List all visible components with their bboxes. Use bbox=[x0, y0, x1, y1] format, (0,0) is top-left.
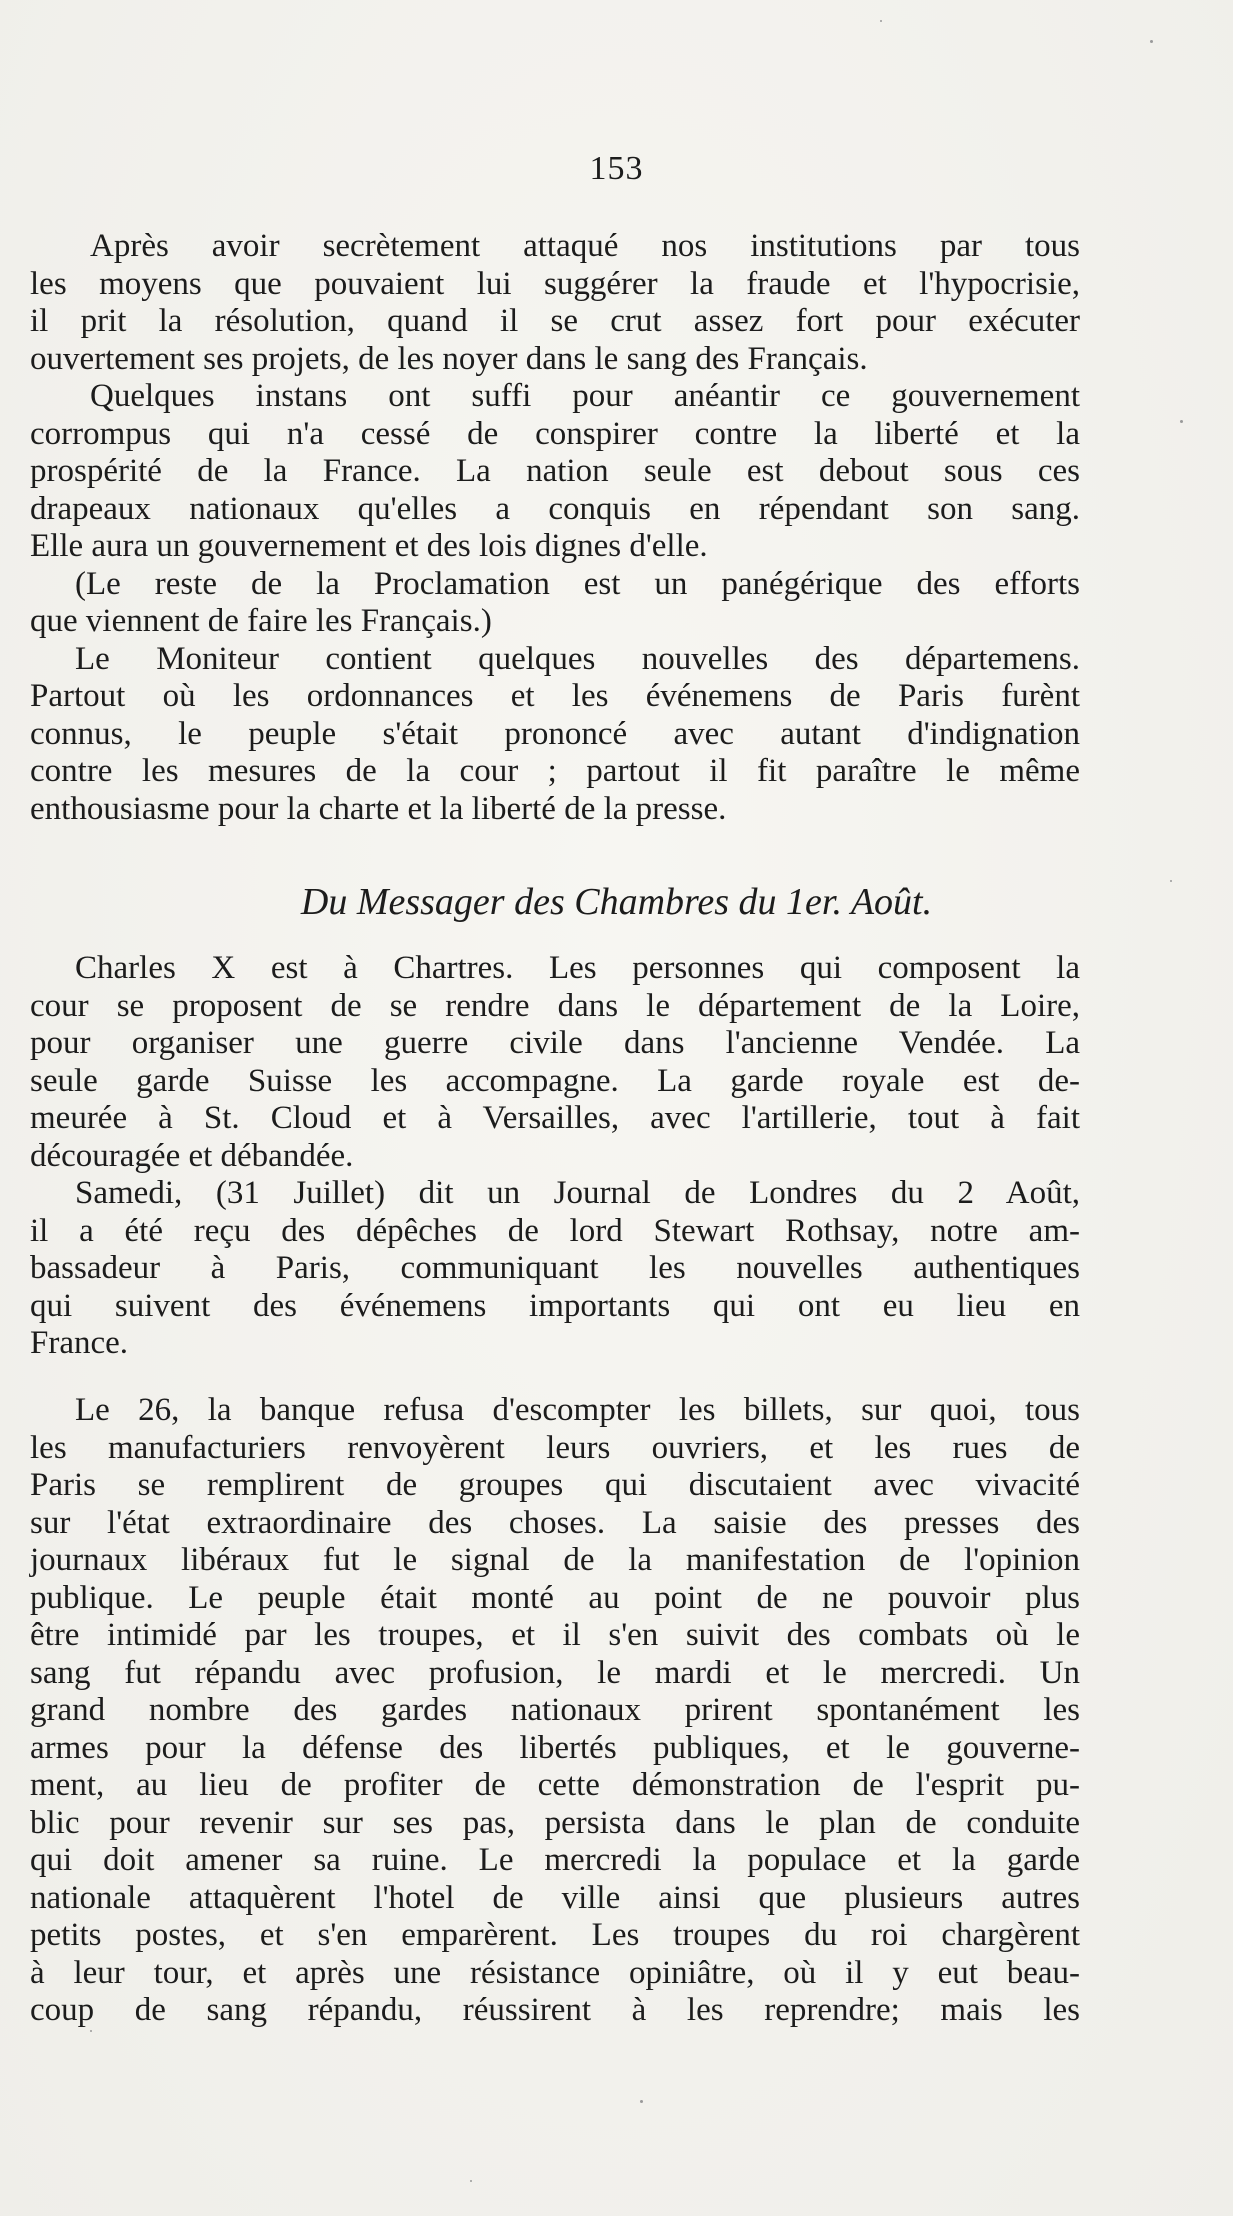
text-line: Après avoir secrètement attaqué nos institutions par tous bbox=[90, 228, 1080, 264]
text-line: les manufacturiers renvoyèrent leurs ouvriers, et les rues de bbox=[30, 1429, 1080, 1466]
text-line: qui doit amener sa ruine. Le mercredi la populace et la garde bbox=[30, 1842, 1080, 1878]
text-line: petits postes, et s'en emparèrent. Les troupes du roi chargèrent bbox=[30, 1917, 1080, 1953]
text-line: Quelques instans ont suffi pour anéantir ce gouvernement bbox=[90, 378, 1080, 414]
report-paragraph bbox=[30, 1392, 1080, 2030]
text-line: contre les mesures de la cour ; partout il fit paraître le même bbox=[30, 753, 1080, 789]
text-line: que viennent de faire les Français.) bbox=[30, 603, 492, 639]
text-line: les moyens que pouvaient lui suggérer la fraude et l'hypocrisie, bbox=[30, 265, 1080, 302]
page-number: 153 bbox=[589, 150, 644, 187]
proclamation-paragraphs bbox=[30, 228, 1080, 828]
text-line: armes pour la défense des libertés publiques, et le gouverne- bbox=[30, 1729, 1080, 1766]
text-line: à leur tour, et après une résistance opiniâtre, où il y eut beau- bbox=[30, 1954, 1080, 1991]
text-line: Paris se remplirent de groupes qui discutaient avec vivacité bbox=[30, 1467, 1080, 1503]
text-line: être intimidé par les troupes, et il s'en suivit des combats où le bbox=[30, 1617, 1080, 1653]
text-line: drapeaux nationaux qu'elles a conquis en répendant son sang. bbox=[30, 490, 1080, 527]
text-line: seule garde Suisse les accompagne. La garde royale est de- bbox=[30, 1062, 1080, 1099]
text-line: meurée à St. Cloud et à Versailles, avec l'artillerie, tout à fait bbox=[30, 1100, 1080, 1136]
messager-paragraphs bbox=[30, 950, 1080, 1363]
text-line: prospérité de la France. La nation seule est debout sous ces bbox=[30, 453, 1080, 489]
text-line: Charles X est à Chartres. Les personnes qui composent la bbox=[75, 950, 1080, 986]
text-line: connus, le peuple s'était prononcé avec autant d'indignation bbox=[30, 715, 1080, 752]
text-line: ouvertement ses projets, de les noyer dans le sang des Français. bbox=[30, 340, 868, 377]
text-line: bassadeur à Paris, communiquant les nouvelles authentiques bbox=[30, 1250, 1080, 1286]
text-line: Le Moniteur contient quelques nouvelles des départemens. bbox=[75, 640, 1080, 677]
text-line: ment, au lieu de profiter de cette démonstration de l'esprit pu- bbox=[30, 1767, 1080, 1803]
text-line: publique. Le peuple était monté au point de ne pouvoir plus bbox=[30, 1579, 1080, 1616]
text-line: qui suivent des événemens importants qui ont eu lieu en bbox=[30, 1287, 1080, 1324]
text-line: grand nombre des gardes nationaux prirent spontanément les bbox=[30, 1692, 1080, 1728]
text-line: Elle aura un gouvernement et des lois dignes d'elle. bbox=[30, 528, 708, 564]
text-line: il prit la résolution, quand il se crut assez fort pour exécuter bbox=[30, 303, 1080, 339]
section-heading: Du Messager des Chambres du 1er. Août. bbox=[300, 881, 933, 923]
text-line: corrompus qui n'a cessé de conspirer contre la liberté et la bbox=[30, 415, 1080, 452]
text-line: Le 26, la banque refusa d'escompter les billets, sur quoi, tous bbox=[75, 1392, 1080, 1428]
text-line: pour organiser une guerre civile dans l'ancienne Vendée. La bbox=[30, 1025, 1080, 1061]
text-line: Samedi, (31 Juillet) dit un Journal de Londres du 2 Août, bbox=[75, 1175, 1080, 1211]
text-line: France. bbox=[30, 1325, 129, 1361]
text-line: sur l'état extraordinaire des choses. La saisie des presses des bbox=[30, 1504, 1080, 1541]
text-line: coup de sang répandu, réussirent à les reprendre; mais les bbox=[30, 1992, 1080, 2028]
text-line: découragée et débandée. bbox=[30, 1137, 354, 1174]
text-line: Partout où les ordonnances et les événemens de Paris furènt bbox=[30, 678, 1080, 714]
text-line: blic pour revenir sur ses pas, persista dans le plan de conduite bbox=[30, 1804, 1080, 1841]
text-line: journaux libéraux fut le signal de la manifestation de l'opinion bbox=[30, 1542, 1080, 1578]
text-line: sang fut répandu avec profusion, le mardi et le mercredi. Un bbox=[30, 1654, 1080, 1691]
text-line: (Le reste de la Proclamation est un panégérique des efforts bbox=[75, 565, 1080, 602]
text-line: nationale attaquèrent l'hotel de ville ainsi que plusieurs autres bbox=[30, 1879, 1080, 1916]
text-line: enthousiasme pour la charte et la liberté de la presse. bbox=[30, 790, 727, 827]
text-line: cour se proposent de se rendre dans le département de la Loire, bbox=[30, 987, 1080, 1024]
text-line: il a été reçu des dépêches de lord Stewart Rothsay, notre am- bbox=[30, 1212, 1080, 1249]
